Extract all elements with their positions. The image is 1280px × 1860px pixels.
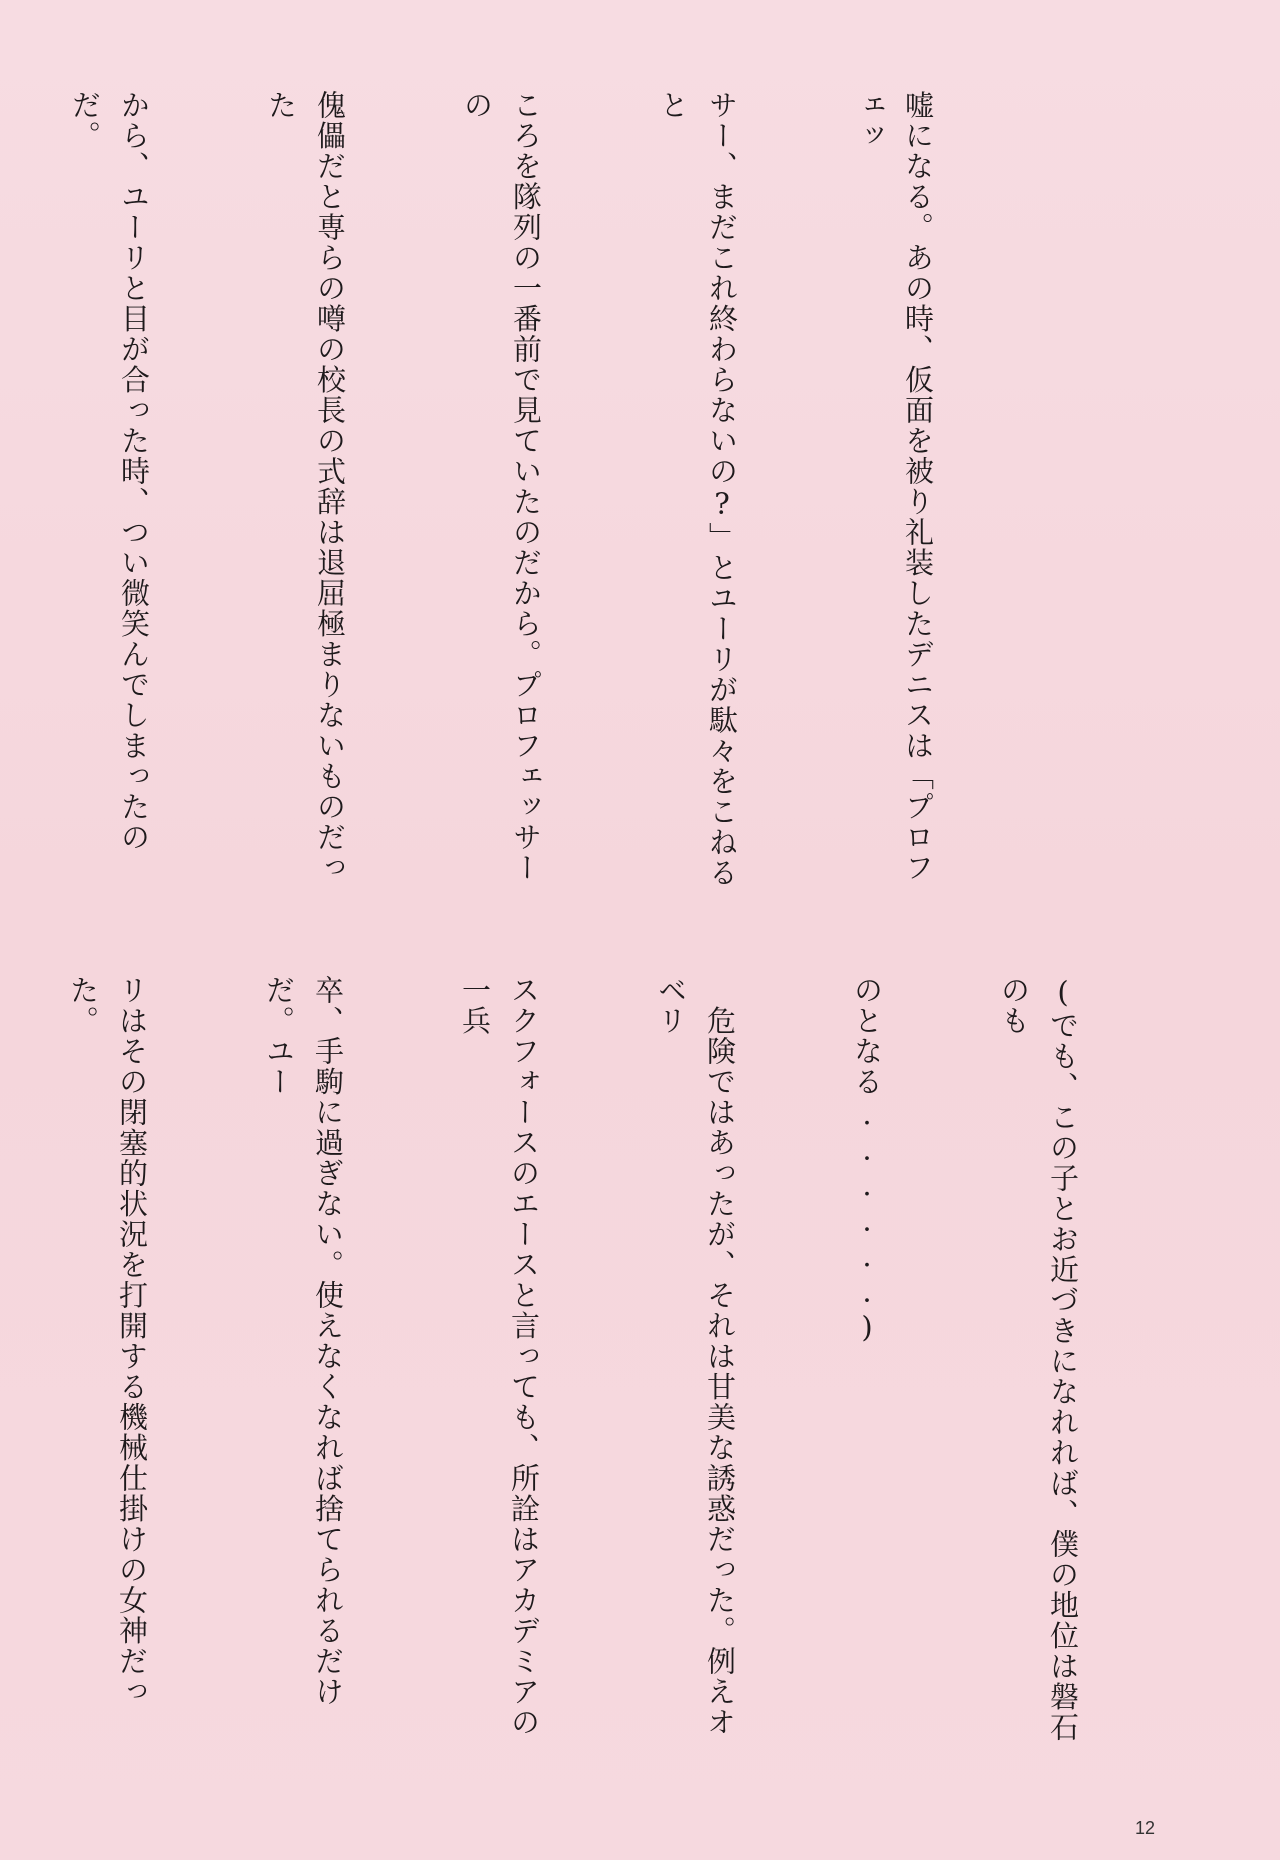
text-line: 危険ではあったが、それは甘美な誘惑だった。例えオベリ <box>654 975 737 1738</box>
text-line: スクフォースのエースと言っても、所詮はアカデミアの一兵 <box>458 975 541 1738</box>
text-line: リはその閉塞的状況を打開する機械仕掛けの女神だった。 <box>66 975 149 1707</box>
page-number: 12 <box>1134 1818 1155 1838</box>
text-block-top <box>68 90 1040 890</box>
text-line: 嘘になる。あの時、仮面を被り礼装したデニスは「プロフェッ <box>852 90 935 883</box>
text-line: から、ユーリと目が合った時、つい微笑んでしまったのだ。 <box>68 90 151 853</box>
text-line: (でも、この子とお近づきになれれば、僕の地位は磐石のも <box>997 975 1080 1743</box>
text-line: のとなる......) <box>850 975 884 1346</box>
text-line: サー、まだこれ終わらないの?」とユーリが駄々をこねると <box>656 90 739 888</box>
text-line: 傀儡だと専らの噂の校長の式辞は退屈極まりないものだった <box>264 90 347 883</box>
text-block-bottom <box>66 975 1185 1765</box>
text-line: 卒、手駒に過ぎない。使えなくなれば捨てられるだけだ。ユー <box>262 975 345 1707</box>
text-line: ころを隊列の一番前で見ていたのだから。プロフェッサーの <box>460 90 543 883</box>
